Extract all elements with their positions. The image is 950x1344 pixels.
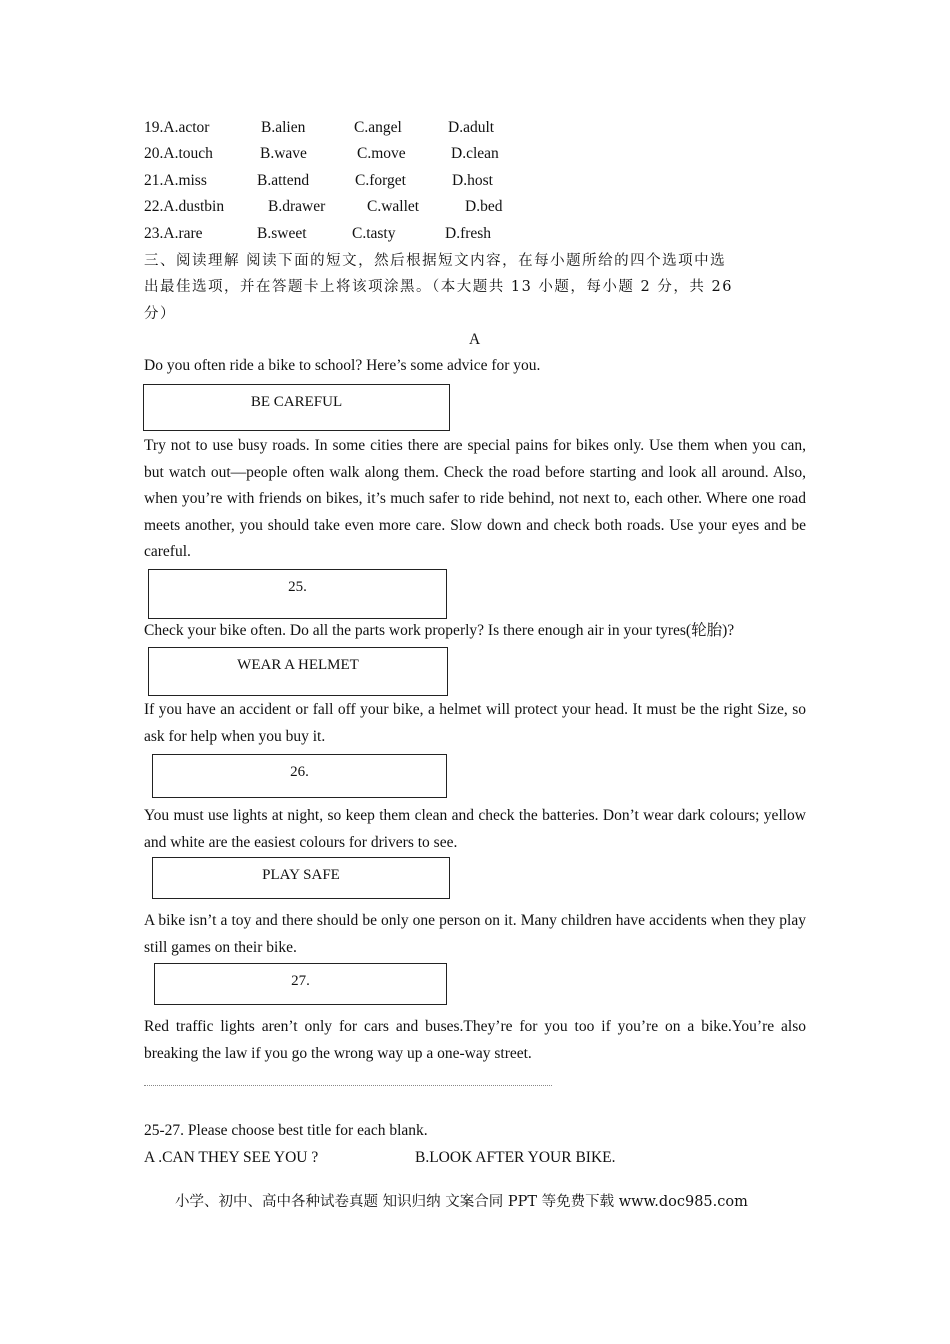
option-22-c: C.wallet [367,198,420,215]
paragraph-helmet: If you have an accident or fall off your bike, a helmet will protect your head. It must be the right Size, so ask for help when you buy it. [144,701,806,745]
option-19-a: 19.A.actor [144,119,210,136]
option-23-b: B.sweet [257,225,307,242]
blank-27-label: 27. [291,973,310,989]
blank-25-label: 25. [288,579,307,595]
paragraph-check-bike: Check your bike often. Do all the parts work properly? Is there enough air in your tyres(轮胎)? [144,622,735,639]
heading-box-be-careful [143,384,450,431]
option-20-c: C.move [357,145,406,162]
option-22-d: D.bed [465,198,503,215]
option-20-b: B.wave [260,145,307,162]
section-heading-line1: 三、阅读理解 阅读下面的短文，然后根据短文内容，在每小题所给的四个选项中选 [144,253,727,269]
paragraph-lights: You must use lights at night, so keep them clean and check the batteries. Don’t wear dark colours; yellow and white are the easiest colours for drivers to see. [144,807,806,851]
section-heading-line3: 分） [144,306,176,322]
option-21-c: C.forget [355,172,406,189]
choice-b: B.LOOK AFTER YOUR BIKE. [415,1149,616,1166]
separator-rule [144,1085,552,1086]
option-row-20 [144,145,564,167]
section-heading-line2: 出最佳选项，并在答题卡上将该项涂黑。（本大题共 13 小题，每小题 2 分，共 26 [144,279,733,295]
option-22-b: B.drawer [268,198,326,215]
heading-box-play-safe [152,857,450,899]
page-footer: 小学、初中、高中各种试卷真题 知识归纳 文案合同 PPT 等免费下载 www.doc985.com [175,1194,748,1210]
heading-wear-helmet: WEAR A HELMET [237,657,359,673]
option-23-c: C.tasty [352,225,396,242]
blank-box-27 [154,963,447,1005]
paragraph-be-careful: Try not to use busy roads. In some cities there are special pains for bikes only. Use them when you can, but watch out—people often walk along them. Check the road before starting and look all around. Also, when you’re with friends on bikes, it’s much safer to ride behind, not next to, each other. Where one road meets another, you should take even more care. Slow down and check both roads. Use your eyes and be careful. [144,437,806,560]
blank-box-25 [148,569,447,619]
heading-be-careful: BE CAREFUL [250,394,343,410]
option-row-22 [144,198,564,220]
option-23-a: 23.A.rare [144,225,203,242]
choice-a: A .CAN THEY SEE YOU ? [144,1149,319,1166]
option-row-23 [144,225,564,247]
intro-text: Do you often ride a bike to school? Here’s some advice for you. [144,357,541,374]
option-20-d: D.clean [451,145,499,162]
question-prompt: 25-27. Please choose best title for each blank. [144,1122,428,1139]
option-row-19 [144,119,564,141]
heading-box-wear-helmet [148,647,448,696]
option-21-a: 21.A.miss [144,172,207,189]
option-20-a: 20.A.touch [144,145,213,162]
paragraph-traffic-lights: Red traffic lights aren’t only for cars and buses.They’re for you too if you’re on a bike.You’re also breaking the law if you go the wrong way up a one-way street. [144,1018,806,1062]
option-21-b: B.attend [257,172,310,189]
heading-play-safe: PLAY SAFE [262,867,340,883]
option-row-21 [144,172,564,194]
paragraph-play-safe: A bike isn’t a toy and there should be only one person on it. Many children have accidents when they play still games on their bike. [144,912,806,956]
option-21-d: D.host [452,172,493,189]
option-19-b: B.alien [261,119,306,136]
option-23-d: D.fresh [445,225,492,242]
option-19-d: D.adult [448,119,495,136]
option-22-a: 22.A.dustbin [144,198,225,215]
passage-label: A [469,331,481,348]
blank-box-26 [152,754,447,798]
option-19-c: C.angel [354,119,402,136]
blank-26-label: 26. [290,764,309,780]
